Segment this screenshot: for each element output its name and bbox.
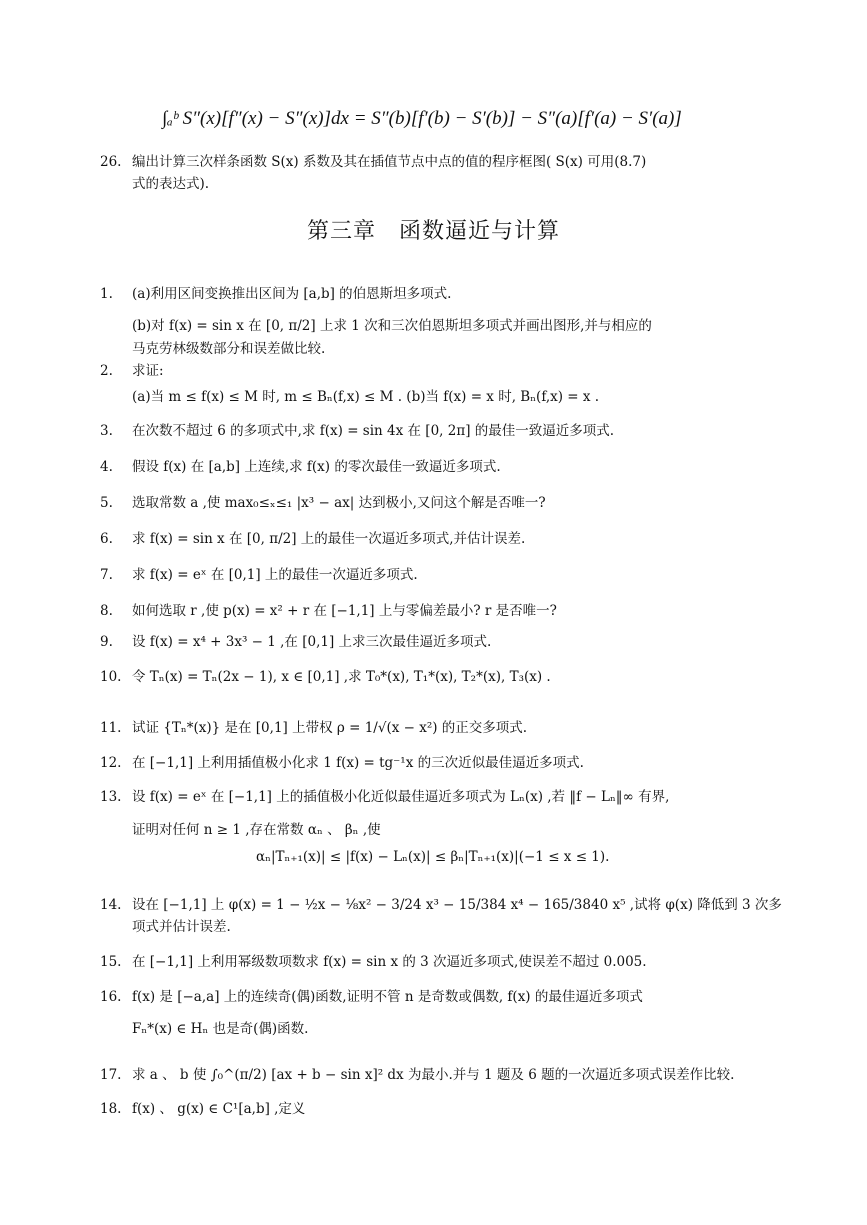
exercise-11 — [100, 716, 528, 740]
item-text: 设 f(x) = x⁴ + 3x³ − 1 ,在 [0,1] 上求三次最佳逼近多项式. — [132, 634, 492, 650]
item-number: 9. — [100, 634, 113, 650]
item-number: 17. — [100, 1067, 122, 1083]
item-text-cont: 项式并估计误差. — [132, 919, 231, 935]
item-number: 13. — [100, 789, 122, 805]
item-text: f(x) 、 g(x) ∈ C¹[a,b] ,定义 — [132, 1101, 306, 1117]
exercise-17 — [100, 1063, 735, 1087]
item-text-cont2: αₙ|Tₙ₊₁(x)| ≤ |f(x) − Lₙ(x)| ≤ βₙ|Tₙ₊₁(x)|(−1 ≤ x ≤ 1). — [256, 849, 610, 865]
item-number: 5. — [100, 495, 113, 511]
exercise-13-inequality — [256, 845, 609, 869]
exercise-1 — [100, 282, 452, 306]
item-text: (a)利用区间变换推出区间为 [a,b] 的伯恩斯坦多项式. — [132, 286, 452, 302]
exercise-9 — [100, 630, 492, 654]
exercise-3 — [100, 419, 615, 443]
exercise-8 — [100, 599, 557, 623]
item-number: 26. — [100, 154, 122, 170]
item-number: 7. — [100, 567, 113, 583]
item-text: 设在 [−1,1] 上 φ(x) = 1 − ½x − ⅛x² − 3/24 x³ − 15/384 x⁴ − 165/3840 x⁵ ,试将 φ(x) 降低到 3 次多 — [132, 897, 782, 913]
item-text: 假设 f(x) 在 [a,b] 上连续,求 f(x) 的零次最佳一致逼近多项式. — [132, 459, 501, 475]
item-number: 8. — [100, 603, 113, 619]
item-text: f(x) 是 [−a,a] 上的连续奇(偶)函数,证明不管 n 是奇数或偶数, f(x) 的最佳逼近多项式 — [132, 989, 643, 1005]
item-text: 令 Tₙ(x) = Tₙ(2x − 1), x ∈ [0,1] ,求 T₀*(x), T₁*(x), T₂*(x), T₃(x) . — [132, 669, 551, 685]
exercise-16-cont — [132, 1017, 308, 1041]
exercise-7 — [100, 563, 418, 587]
exercise-1-b-cont — [132, 337, 325, 361]
chapter-title: 第三章 函数逼近与计算 — [306, 219, 560, 244]
exercise-5 — [100, 491, 546, 515]
item-number: 15. — [100, 954, 122, 970]
item-number: 11. — [100, 720, 122, 736]
item-text: 求证: — [132, 363, 164, 379]
item-text: 编出计算三次样条函数 S(x) 系数及其在插值节点中点的值的程序框图( S(x) 可用(8.7) — [132, 154, 647, 170]
item-text: 求 a 、 b 使 ∫₀^(π/2) [ax + b − sin x]² dx 为最小.并与 1 题及 6 题的一次逼近多项式误差作比较. — [132, 1067, 735, 1083]
exercise-12 — [100, 751, 584, 775]
exercise-14 — [100, 893, 782, 917]
integral-formula: ∫ₐᵇ S″(x)[f″(x) − S″(x)]dx = S″(b)[f′(b) − S′(b)] − S″(a)[f′(a) − S′(a)] — [162, 108, 682, 129]
item-text-cont: Fₙ*(x) ∈ Hₙ 也是奇(偶)函数. — [132, 1021, 309, 1037]
item-text-cont: 证明对任何 n ≥ 1 ,存在常数 αₙ 、 βₙ ,使 — [132, 822, 381, 838]
exercise-13-cont — [132, 818, 381, 842]
item-text: 如何选取 r ,使 p(x) = x² + r 在 [−1,1] 上与零偏差最小? r 是否唯一? — [132, 603, 557, 619]
item-text-cont: (a)当 m ≤ f(x) ≤ M 时, m ≤ Bₙ(f,x) ≤ M . (b)当 f(x) = x 时, Bₙ(f,x) = x . — [132, 389, 600, 405]
exercise-2 — [100, 359, 164, 383]
item-text: 在次数不超过 6 的多项式中,求 f(x) = sin 4x 在 [0, 2π] 的最佳一致逼近多项式. — [132, 423, 615, 439]
item-number: 1. — [100, 286, 113, 302]
exercise-4 — [100, 455, 501, 479]
exercise-15 — [100, 950, 647, 974]
item-text: 求 f(x) = eˣ 在 [0,1] 上的最佳一次逼近多项式. — [132, 567, 418, 583]
exercise-2-cont — [132, 385, 599, 409]
exercise-1-b — [132, 314, 652, 338]
item-number: 18. — [100, 1101, 122, 1117]
item-text-cont2: 马克劳林级数部分和误差做比较. — [132, 341, 326, 357]
exercise-18 — [100, 1097, 306, 1121]
item-number: 14. — [100, 897, 122, 913]
exercise-26-cont — [132, 172, 209, 196]
exercise-10 — [100, 665, 551, 689]
item-number: 6. — [100, 531, 113, 547]
item-text: 选取常数 a ,使 max₀≤ₓ≤₁ |x³ − ax| 达到极小,又问这个解是否唯一? — [132, 495, 546, 511]
item-text: 试证 {Tₙ*(x)} 是在 [0,1] 上带权 ρ = 1/√(x − x²) 的正交多项式. — [132, 720, 528, 736]
item-text: 求 f(x) = sin x 在 [0, π/2] 上的最佳一次逼近多项式,并估计误差. — [132, 531, 526, 547]
exercise-6 — [100, 527, 526, 551]
exercise-16 — [100, 985, 643, 1009]
exercise-26 — [100, 150, 647, 174]
item-number: 3. — [100, 423, 113, 439]
exercise-14-cont — [132, 915, 231, 939]
item-text-cont: 式的表达式). — [132, 176, 210, 192]
item-number: 16. — [100, 989, 122, 1005]
item-text: 设 f(x) = eˣ 在 [−1,1] 上的插值极小化近似最佳逼近多项式为 Lₙ(x) ,若 ‖f − Lₙ‖∞ 有界, — [132, 789, 670, 805]
item-number: 4. — [100, 459, 113, 475]
exercise-13 — [100, 785, 670, 809]
item-text-cont: (b)对 f(x) = sin x 在 [0, π/2] 上求 1 次和三次伯恩斯坦多项式并画出图形,并与相应的 — [132, 318, 652, 334]
item-number: 10. — [100, 669, 122, 685]
item-text: 在 [−1,1] 上利用插值极小化求 1 f(x) = tg⁻¹x 的三次近似最佳逼近多项式. — [132, 755, 584, 771]
item-number: 12. — [100, 755, 122, 771]
item-number: 2. — [100, 363, 113, 379]
item-text: 在 [−1,1] 上利用幂级数项数求 f(x) = sin x 的 3 次逼近多项式,使误差不超过 0.005. — [132, 954, 647, 970]
